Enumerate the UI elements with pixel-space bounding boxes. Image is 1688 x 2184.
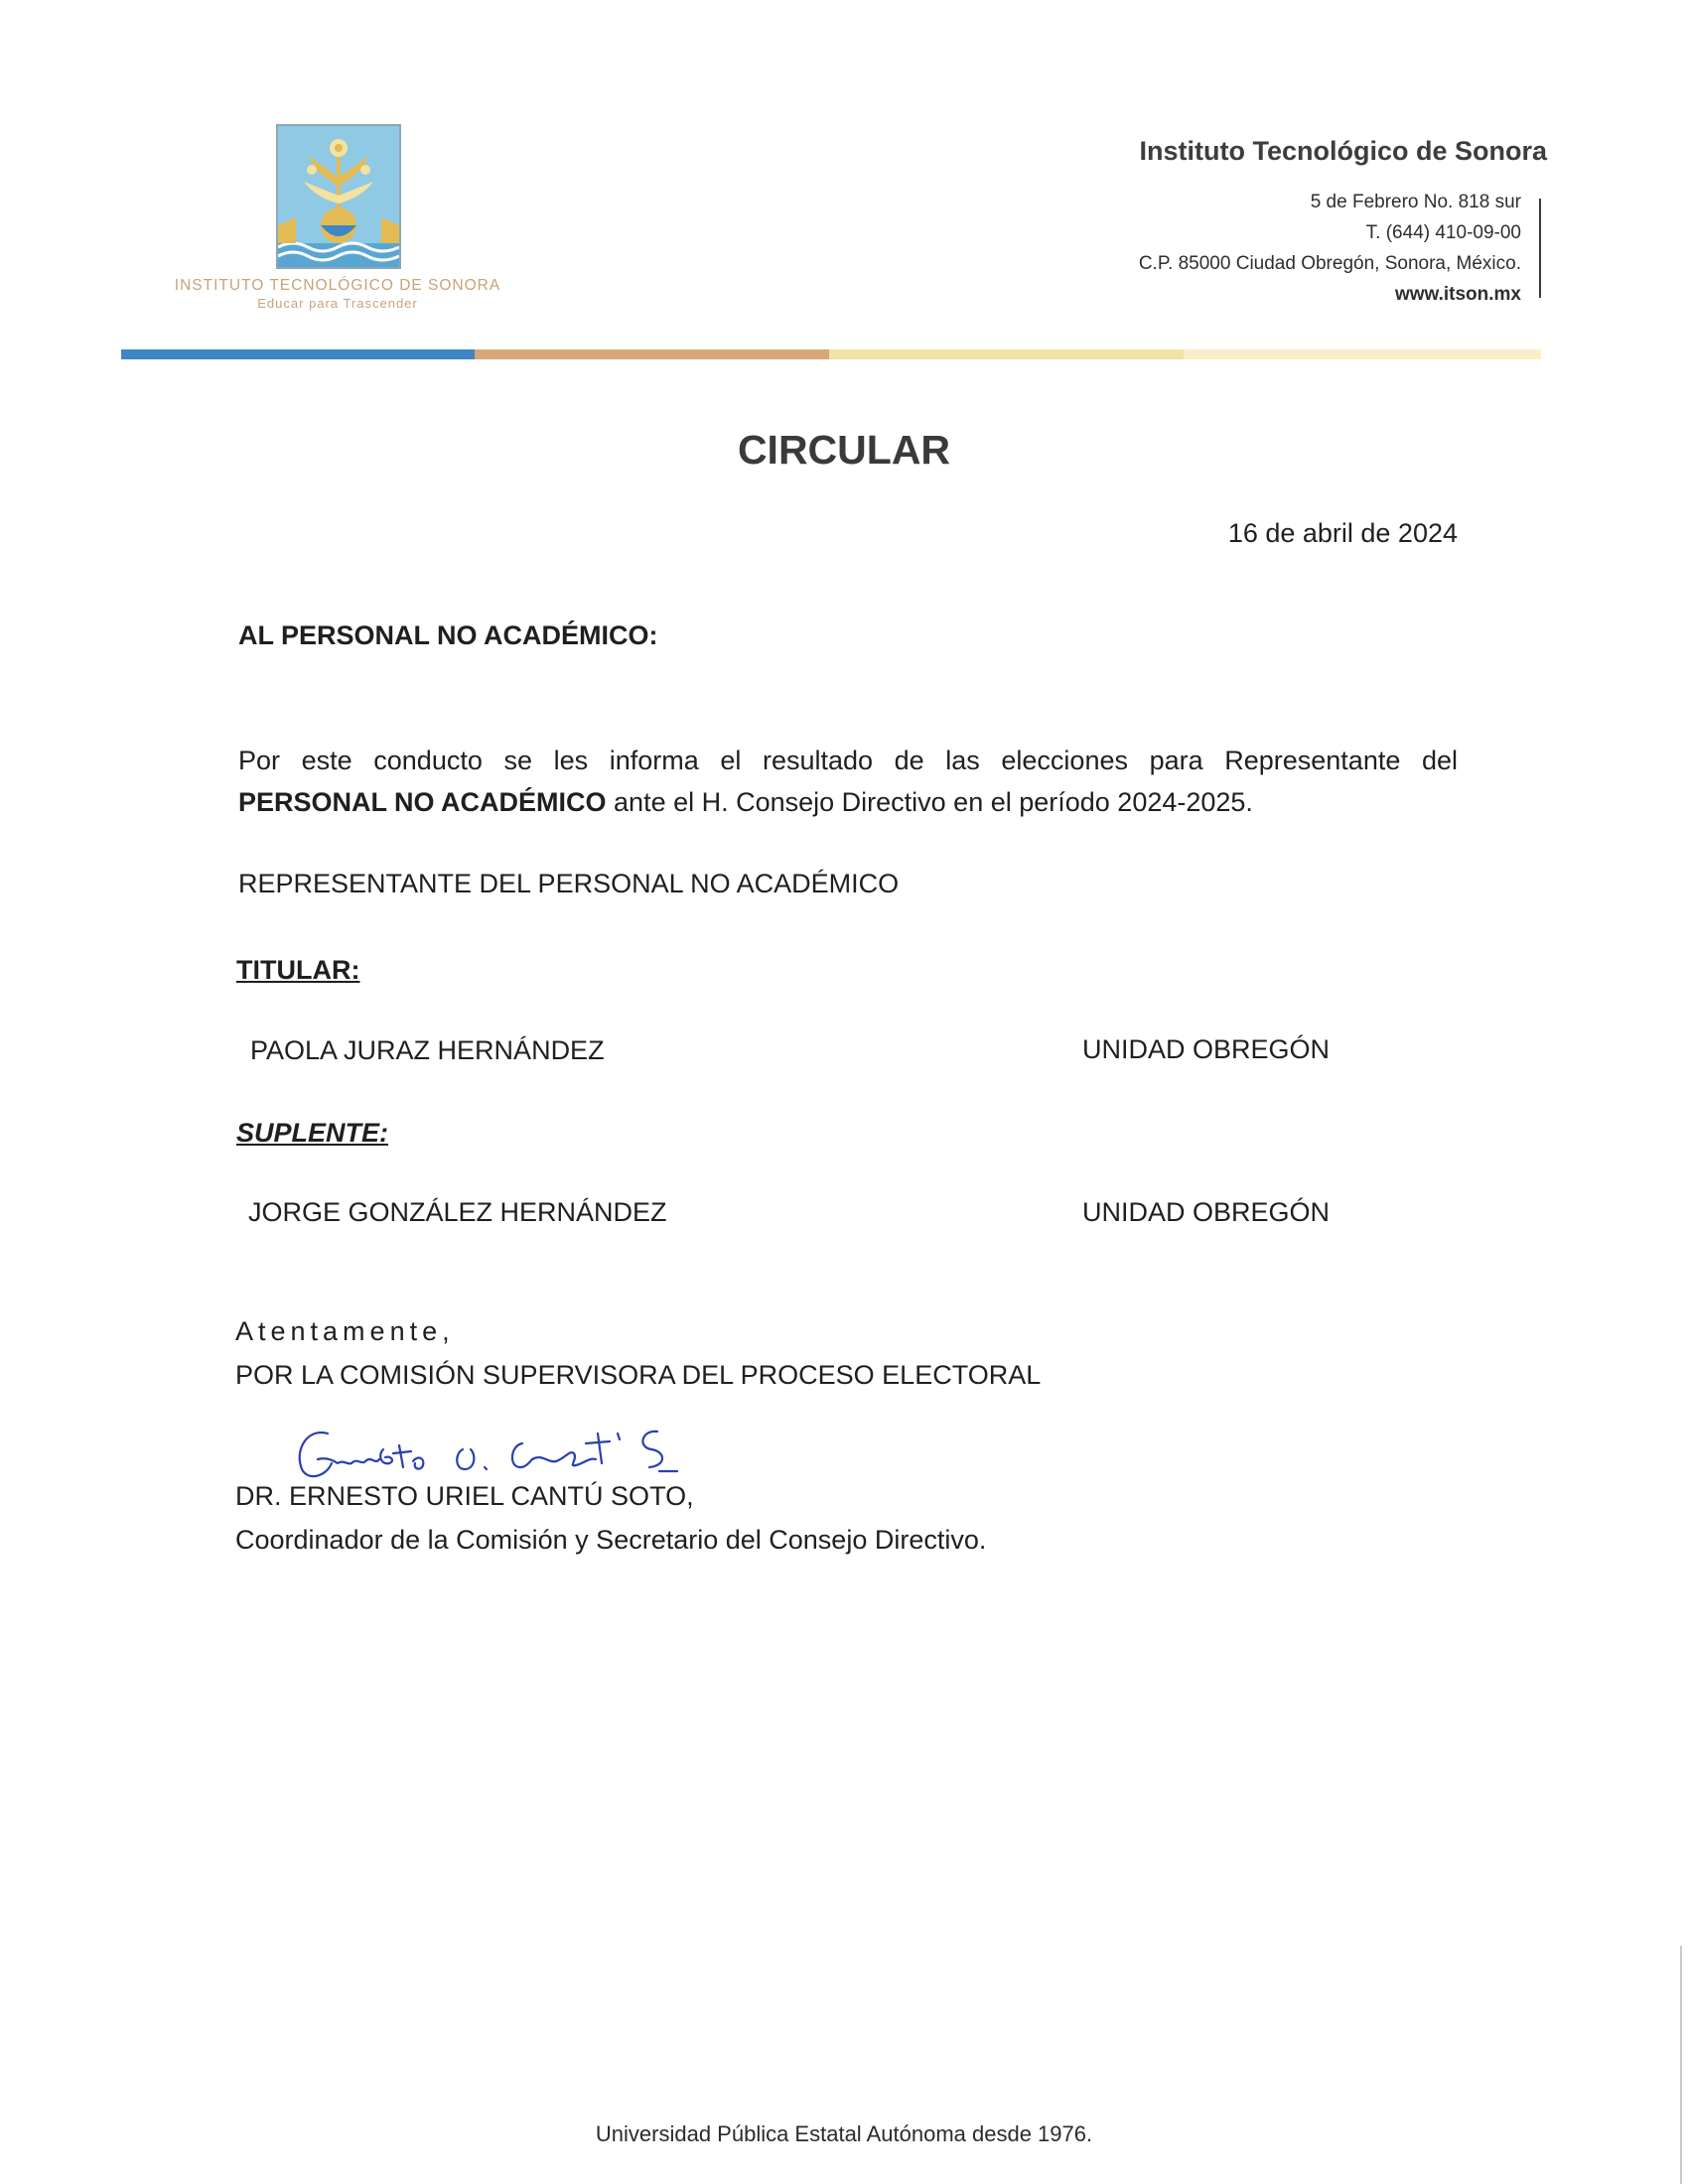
header-divider xyxy=(1539,199,1541,298)
institution-phone: T. (644) 410-09-00 xyxy=(1365,222,1521,243)
institution-logo xyxy=(276,124,401,269)
closing-salutation: Atentamente, xyxy=(235,1316,455,1346)
logo-emblem-icon xyxy=(278,126,399,267)
institution-website: www.itson.mx xyxy=(1394,284,1521,305)
representative-heading: REPRESENTANTE DEL PERSONAL NO ACADÉMICO xyxy=(238,869,900,898)
institution-address: 5 de Febrero No. 818 sur xyxy=(1310,192,1521,212)
announcement-paragraph xyxy=(238,740,1458,823)
scan-edge-line xyxy=(1680,1946,1682,2184)
logo-institution-text: INSTITUTO TECNOLÓGICO DE SONORA xyxy=(174,277,501,294)
header-color-stripe xyxy=(121,349,1541,359)
institution-city: C.P. 85000 Ciudad Obregón, Sonora, México. xyxy=(1138,253,1521,274)
paragraph-line-2 xyxy=(238,781,1458,823)
institution-name: Instituto Tecnológico de Sonora xyxy=(1139,136,1547,166)
addressee: AL PERSONAL NO ACADÉMICO: xyxy=(238,620,658,650)
stripe-segment-yellow xyxy=(829,349,1184,359)
titular-label: TITULAR: xyxy=(236,955,360,985)
suplente-label: SUPLENTE: xyxy=(236,1118,389,1148)
footer-text: Universidad Pública Estatal Autónoma desde 1976. xyxy=(595,2121,1093,2146)
stripe-segment-pale xyxy=(1184,349,1541,359)
signer-name: DR. ERNESTO URIEL CANTÚ SOTO, xyxy=(235,1481,694,1511)
institution-contact-block xyxy=(1139,187,1521,310)
signer-role: Coordinador de la Comisión y Secretario del Consejo Directivo. xyxy=(235,1525,987,1555)
paragraph-rest-text: ante el H. Consejo Directivo en el período 2024-2025. xyxy=(606,787,1253,817)
commission-line: POR LA COMISIÓN SUPERVISORA DEL PROCESO ELECTORAL xyxy=(235,1360,1042,1390)
logo-motto-text: Educar para Trascender xyxy=(257,296,418,311)
titular-unit: UNIDAD OBREGÓN xyxy=(1082,1034,1331,1064)
paragraph-bold-text: PERSONAL NO ACADÉMICO xyxy=(238,787,607,817)
document-title: CIRCULAR xyxy=(737,427,951,473)
suplente-unit: UNIDAD OBREGÓN xyxy=(1082,1197,1331,1227)
stripe-segment-tan xyxy=(475,349,829,359)
titular-name: PAOLA JURAZ HERNÁNDEZ xyxy=(250,1035,605,1065)
stripe-segment-blue xyxy=(121,349,475,359)
document-date: 16 de abril de 2024 xyxy=(1227,518,1458,548)
paragraph-line-1: Por este conducto se les informa el resultado de las elecciones para Representante del xyxy=(238,746,1458,775)
suplente-name: JORGE GONZÁLEZ HERNÁNDEZ xyxy=(248,1197,667,1227)
